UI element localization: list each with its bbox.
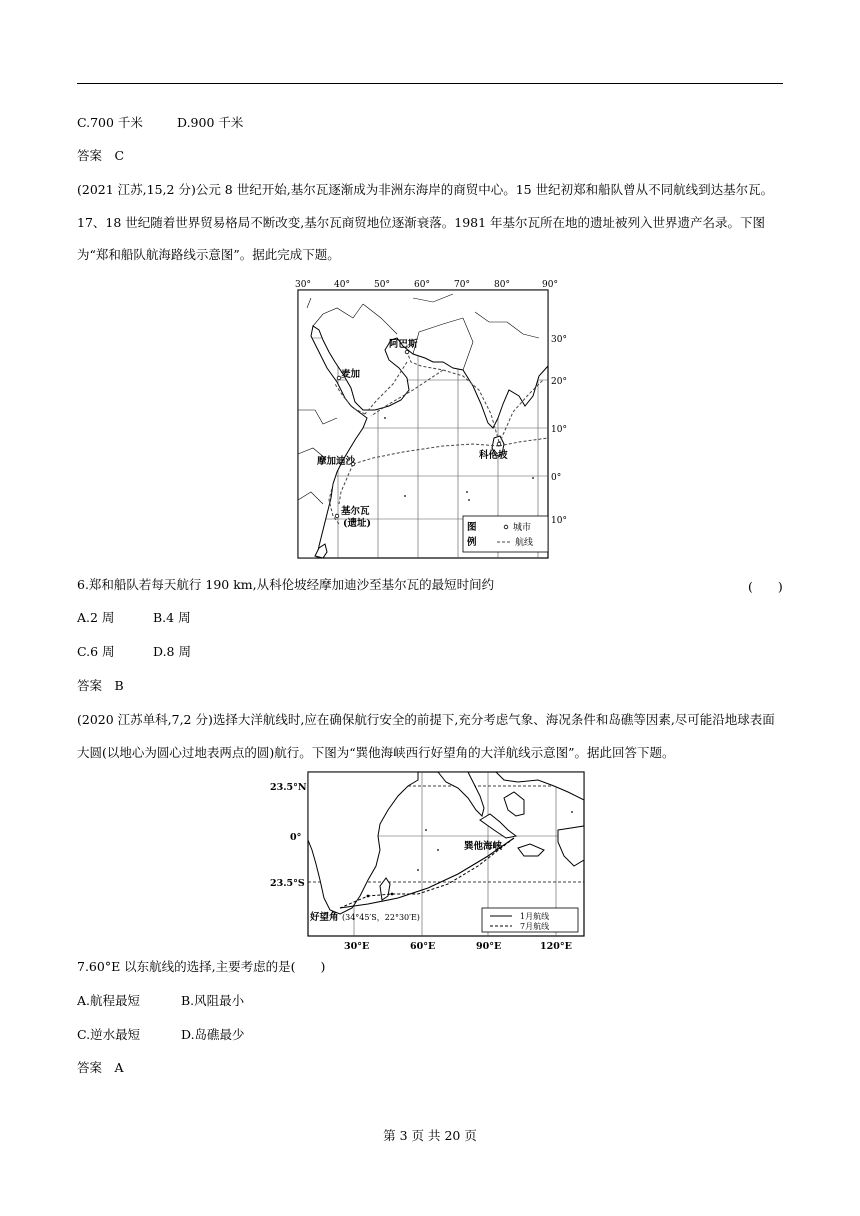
- q7-options-ab: [77, 993, 244, 1009]
- map1-lat-20n: 20°: [551, 377, 567, 387]
- map1-lat-10n: 10°: [551, 425, 567, 435]
- q6-option-c: C.6 周: [77, 644, 115, 659]
- map2-lon-30e: 30°E: [344, 941, 370, 952]
- map1-lon-40: 40°: [334, 280, 350, 290]
- map2-lon-120e: 120°E: [540, 941, 572, 952]
- q5-options-cd: [77, 115, 243, 131]
- map1-lon-80: 80°: [494, 280, 510, 290]
- q7-option-a: A.航程最短: [77, 993, 141, 1008]
- map1-lon-labels: [295, 280, 558, 290]
- q7-option-d: D.岛礁最少: [181, 1027, 245, 1042]
- q5-answer: 答案 C: [77, 148, 125, 163]
- q7-option-b: B.风阻最小: [181, 993, 245, 1008]
- map1-legend: [463, 516, 548, 552]
- map2-legend: [482, 908, 578, 932]
- legend-title-top: 图: [467, 522, 477, 533]
- header-rule: [77, 83, 783, 84]
- q7-answer: 答案 A: [77, 1060, 124, 1075]
- q7-options-cd: [77, 1027, 245, 1043]
- q6-options-ab: [77, 610, 191, 626]
- legend-january: 1月航线: [520, 912, 550, 921]
- q6-stem: 6.郑和船队若每天航行 190 km,从科伦坡经摩加迪沙至基尔瓦的最短时间约: [77, 577, 495, 592]
- map2-lon-90e: 90°E: [476, 941, 502, 952]
- q6-options-cd: [77, 644, 191, 660]
- q7-option-c: C.逆水最短: [77, 1027, 141, 1042]
- legend-route: 航线: [515, 538, 534, 548]
- label-mogadishu: 摩加迪沙: [317, 456, 356, 467]
- q5-option-d: D.900 千米: [177, 115, 244, 130]
- q6-option-d: D.8 周: [153, 644, 191, 659]
- map2-lat-labels: [270, 782, 307, 889]
- label-sunda-strait: 巽他海峡: [464, 841, 503, 852]
- map1-lat-labels: [551, 335, 567, 526]
- sunda-cape-route-map: [268, 770, 590, 954]
- map2-lon-labels: [344, 941, 572, 952]
- page-footer: 第 3 页 共 20 页: [383, 1128, 477, 1143]
- zhenghe-route-map: [293, 278, 575, 562]
- map1-lon-50: 50°: [374, 280, 390, 290]
- legend-title-bottom: 例: [467, 537, 477, 548]
- legend-city-icon: [504, 525, 508, 529]
- label-kilwa: 基尔瓦: [341, 506, 370, 517]
- intro1-line1: (2021 江苏,15,2 分)公元 8 世纪开始,基尔瓦逐渐成为非洲东海岸的商贸中心。15 世纪初郑和船队曾从不同航线到达基尔瓦。: [77, 182, 774, 197]
- intro1-line2: 17、18 世纪随着世界贸易格局不断改变,基尔瓦商贸地位逐渐衰落。1981 年基尔瓦所在地的遗址被列入世界遗产名录。下图: [77, 215, 766, 230]
- map2-lat-23n: 23.5°N: [270, 782, 307, 793]
- label-cape-coords: (34°45′S，22°30′E): [342, 913, 420, 922]
- label-kilwa-note: (遗址): [343, 518, 371, 529]
- legend-july: 7月航线: [520, 922, 550, 931]
- intro2-line1: (2020 江苏单科,7,2 分)选择大洋航线时,应在确保航行安全的前提下,充分考虑气象、海况条件和岛礁等因素,尽可能沿地球表面: [77, 712, 775, 727]
- q6-option-a: A.2 周: [77, 610, 115, 625]
- map1-lat-30n: 30°: [551, 335, 567, 345]
- map1-lat-10s: 10°: [551, 516, 567, 526]
- map2-lon-60e: 60°E: [410, 941, 436, 952]
- label-abbas: 阿巴斯: [389, 339, 418, 350]
- legend-city: 城市: [513, 523, 532, 533]
- label-mecca: 麦加: [341, 369, 361, 380]
- map1-lon-30: 30°: [295, 280, 311, 290]
- map1-lon-60: 60°: [414, 280, 430, 290]
- map1-lat-0: 0°: [551, 473, 562, 483]
- label-cape-of-good-hope: 好望角: [310, 912, 339, 923]
- label-colombo: 科伦坡: [479, 450, 508, 461]
- intro2-line2: 大圆(以地心为圆心过地表两点的圆)航行。下图为“巽他海峡西行好望角的大洋航线示意图”。据此回答下题。: [77, 745, 675, 760]
- q5-option-c: C.700 千米: [77, 115, 143, 130]
- map2-lat-23s: 23.5°S: [270, 878, 305, 889]
- map1-lon-90: 90°: [542, 280, 558, 290]
- q7-stem: 7.60°E 以东航线的选择,主要考虑的是( ): [77, 959, 326, 974]
- map2-lat-0: 0°: [290, 832, 302, 843]
- q6-answer-bracket: ( ): [748, 579, 783, 594]
- map1-lon-70: 70°: [454, 280, 470, 290]
- intro1-line3: 为“郑和船队航海路线示意图”。据此完成下题。: [77, 247, 340, 262]
- q6-answer: 答案 B: [77, 678, 124, 693]
- q6-option-b: B.4 周: [153, 610, 191, 625]
